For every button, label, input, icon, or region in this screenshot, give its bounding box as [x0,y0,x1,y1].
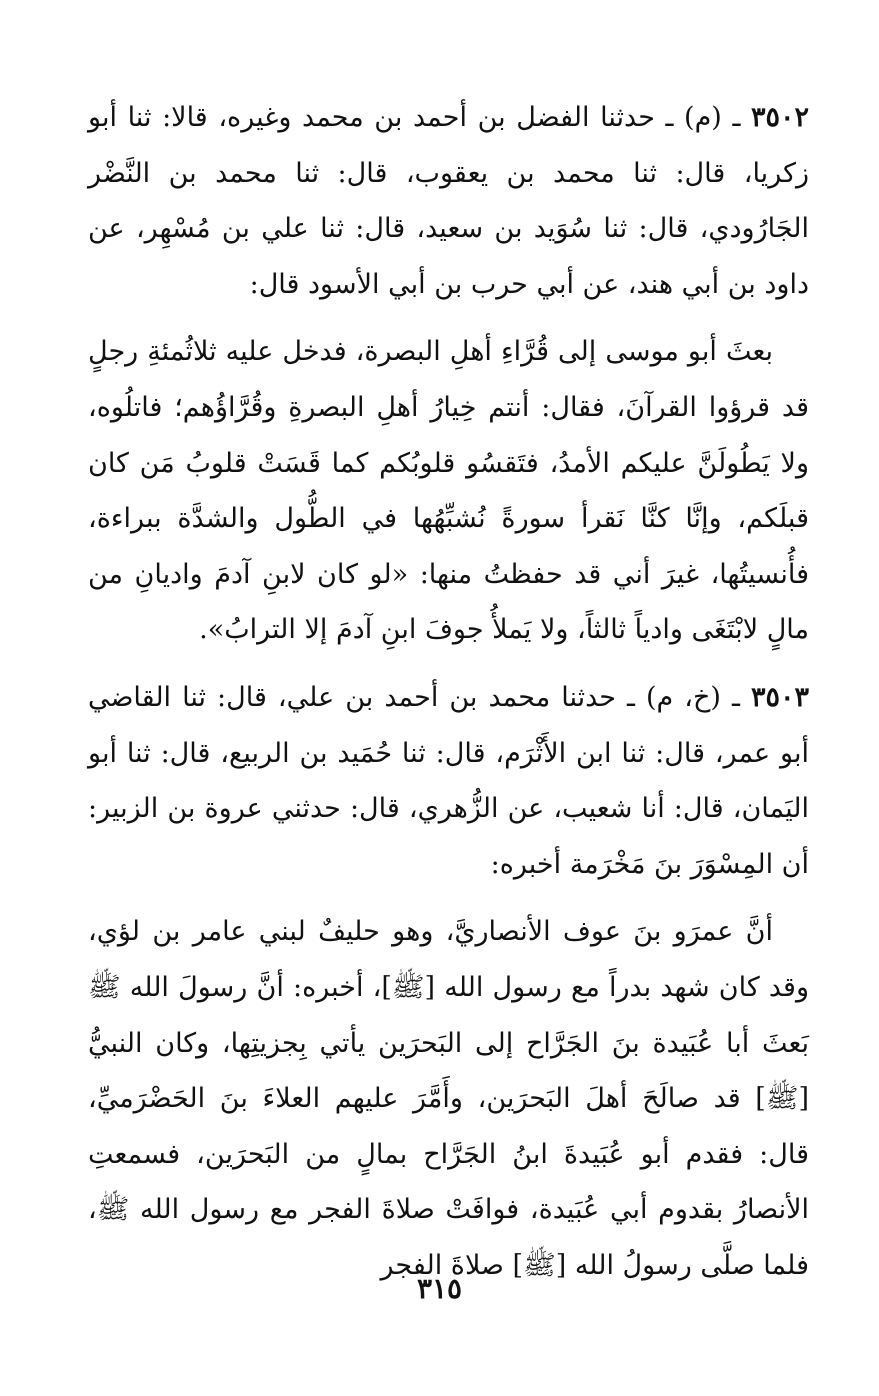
page-number: ٣١٥ [416,1272,463,1305]
hadith-number: ٣٥٠٢ [750,102,809,133]
hadith-3502-matn: بعثَ أبو موسى إلى قُرَّاءِ أهلِ البصرة، فدخل عليه ثلاثُمئةِ رجلٍ قد قرؤوا القرآنَ، فقال: أنتم خِيارُ أهلِ البصرةِ وقُرَّاؤُهم؛ فاتلُوه، ولا يَطُولَنَّ عليكم الأمدُ، فتَقسُو قلوبُكم كما قَسَتْ قلوبُ مَن كان قبلَكم، وإنَّا كنَّا نَقرأ سورةً نُشبِّهُها في الطُّول والشدَّة ببراءة، فأُنسيتُها، غيرَ أني قد حفظتُ منها: «لو كان لابنِ آدمَ واديانِ من مالٍ لابْتَغَى وادياً ثالثاً، ولا يَملأُ جوفَ ابنِ آدمَ إلا الترابُ». [88,336,809,646]
isnad-text: ـ (خ، م) ـ حدثنا محمد بن أحمد بن علي، قال: ثنا القاضي أبو عمر، قال: ثنا ابن الأَثْرَم، قال: ثنا حُمَيد بن الربيع، قال: ثنا أبو اليَمان، قال: أنا شعيب، عن الزُّهري، قال: حدثني عروة بن الزبير: أن المِسْوَرَ بنَ مَخْرَمة أخبره: [88,681,809,880]
page-text [88,90,809,1293]
hadith-3502-isnad [88,90,809,312]
hadith-3503-isnad [88,670,809,892]
isnad-text: ـ (م) ـ حدثنا الفضل بن أحمد بن محمد وغيره، قالا: ثنا أبو زكريا، قال: ثنا محمد بن يعقوب، قال: ثنا محمد بن النَّضْر الجَارُودي، قال: ثنا سُوَيد بن سعيد، قال: ثنا علي بن مُسْهِر، عن داود بن أبي هند، عن أبي حرب بن أبي الأسود قال: [88,102,809,300]
hadith-number: ٣٥٠٣ [750,681,809,713]
hadith-3503-matn: أنَّ عمرَو بنَ عوف الأنصاريَّ، وهو حليفٌ لبني عامر بن لؤي، وقد كان شهد بدراً مع رسول الله [ﷺ]، أخبره: أنَّ رسولَ الله ﷺ بَعثَ أبا عُبَيدة بنَ الجَرَّاح إلى البَحرَين يأتي بِجزيتِها، وكان النبيُّ [ﷺ] قد صالَحَ أهلَ البَحرَين، وأَمَّرَ عليهم العلاءَ بنَ الحَضْرَميِّ، قال: فقدم أبو عُبَيدةَ ابنُ الجَرَّاح بمالٍ من البَحرَين، فسمعتِ الأنصارُ بقدوم أبي عُبَيدة، فوافَتْ صلاةَ الفجر مع رسول الله ﷺ، فلما صلَّى رسولُ الله [ﷺ] صلاةَ الفجر [88,916,809,1281]
